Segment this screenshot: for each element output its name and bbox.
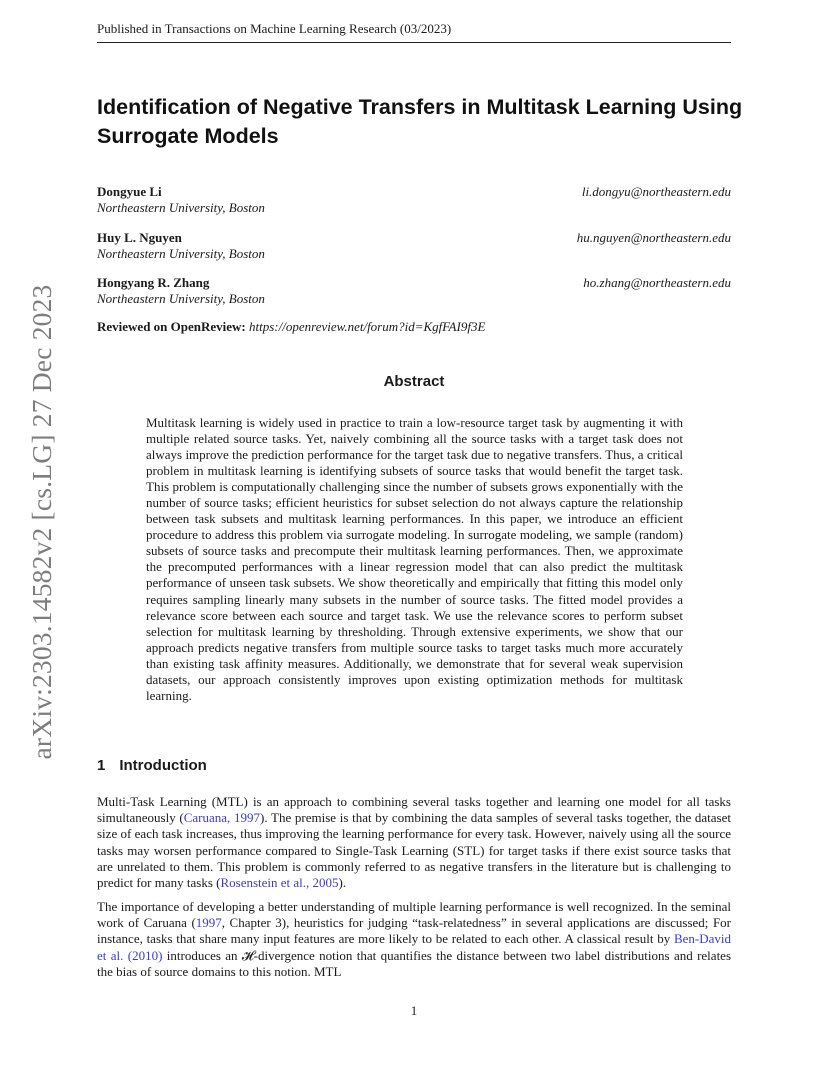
author-email[interactable]: hu.nguyen@northeastern.edu xyxy=(576,230,731,245)
review-url-link[interactable]: https://openreview.net/forum?id=KgfFAI9f3E xyxy=(249,319,486,334)
text-run: ). The premise is that by combining the data samples of several tasks together, the dataset size of each task increases, thus improving the learning performance for every task. However, naively using all the source tasks may worsen performance compared to Single-Task Learning (STL) for target tasks if there exist source tasks that are unrelated to them. This problem is commonly referred to as negative transfers in the literature but is challenging to predict for many tasks ( xyxy=(97,810,732,891)
author-email[interactable]: li.dongyu@northeastern.edu xyxy=(581,184,731,199)
citation-link[interactable]: 1997 xyxy=(195,915,222,931)
abstract-heading: Abstract xyxy=(383,373,445,390)
running-header: Published in Transactions on Machine Learning Research (03/2023) xyxy=(97,21,731,43)
intro-paragraph-2 xyxy=(97,899,731,980)
text-run: Multi-Task Learning (MTL) is an approach to combining several tasks together and learning one model for all tasks simultaneously ( xyxy=(97,794,731,826)
review-label: Reviewed on OpenReview: xyxy=(97,319,246,334)
text-run: , Chapter 3), heuristics for judging “task-relatedness” in several applications are discussed; For instance, tasks that share many input features are more likely to be related to each other. A classical result by xyxy=(97,915,731,947)
arxiv-identifier-stamp: arXiv:2303.14582v2 [cs.LG] 27 Dec 2023 xyxy=(26,284,57,760)
citation-link[interactable]: Rosenstein et al., 2005 xyxy=(220,875,339,891)
section-heading xyxy=(97,757,207,774)
author-name: Huy L. Nguyen xyxy=(97,230,182,245)
text-run: -divergence notion that quantifies the distance between two label distributions and relates the bias of source domains to this notion. MTL xyxy=(97,947,732,979)
author-affiliation: Northeastern University, Boston xyxy=(97,199,265,215)
author-affiliation: Northeastern University, Boston xyxy=(97,290,265,306)
intro-paragraph-1 xyxy=(97,794,731,891)
abstract-text: Multitask learning is widely used in practice to train a low-resource target task by augmenting it with multiple related source tasks. Yet, naively combining all the source tasks with a target task does not always improve the prediction performance for the target task due to negative transfers. Thus, a critical problem in multitask learning is identifying subsets of source tasks that would benefit the target task. This problem is computationally challenging since the number of subsets grows exponentially with the number of source tasks; efficient heuristics for subset selection do not always capture the relationship between task subsets and multitask learning performances. In this paper, we introduce an efficient procedure to address this problem via surrogate modeling. In surrogate modeling, we sample (random) subsets of source tasks and precompute their multitask learning performances. Then, we approximate the precomputed performances with a linear regression model that can also predict the multitask performance of unseen task subsets. We show theoretically and empirically that fitting this model only requires sampling linearly many subsets in the number of source tasks. The fitted model provides a relevance score between each source and target task. We use the relevance scores to perform subset selection for multitask learning by thresholding. Through extensive experiments, we show that our approach predicts negative transfers from multiple source tasks to target tasks much more accurately than existing task affinity measures. Additionally, we demonstrate that for several weak supervision datasets, our approach consistently improves upon existing optimization methods for multitask learning. xyxy=(146,415,683,703)
author-affiliation: Northeastern University, Boston xyxy=(97,245,265,261)
section-number: 1 xyxy=(97,757,106,774)
text-run: ). xyxy=(338,875,347,891)
author-block xyxy=(97,184,731,215)
section-title: Introduction xyxy=(119,757,207,774)
citation-link[interactable]: Caruana, 1997 xyxy=(183,810,260,826)
paper-title: Identification of Negative Transfers in Multitask Learning Using Surrogate Models xyxy=(97,95,743,148)
page-number: 1 xyxy=(410,1003,418,1018)
author-email[interactable]: ho.zhang@northeastern.edu xyxy=(583,275,731,290)
citation-link[interactable]: Ben-David et al. (2010) xyxy=(97,931,731,963)
text-run: introduces an xyxy=(162,947,242,963)
author-name: Hongyang R. Zhang xyxy=(97,275,210,290)
math-symbol: 𝓗 xyxy=(241,947,254,963)
author-name: Dongyue Li xyxy=(97,184,162,199)
author-block xyxy=(97,275,731,306)
text-run: The importance of developing a better understanding of multiple learning performance is well recognized. In the seminal work of Caruana ( xyxy=(97,899,731,931)
review-line xyxy=(97,319,731,335)
author-block xyxy=(97,230,731,261)
